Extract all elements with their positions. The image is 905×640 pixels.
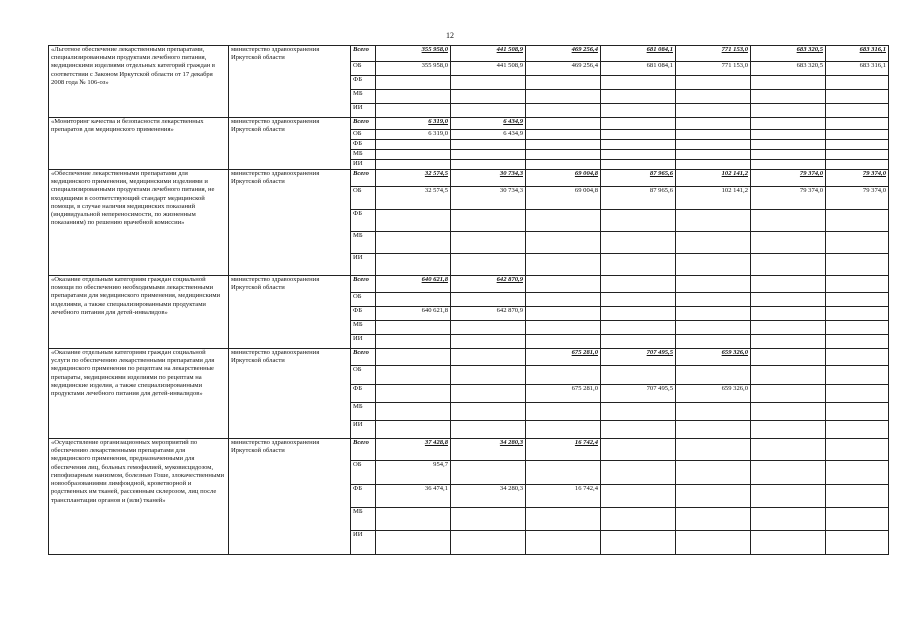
value-cell (376, 150, 451, 160)
budget-table-body (49, 46, 889, 555)
value-cell (451, 531, 526, 555)
value-cell (526, 210, 601, 232)
funding-source: ОБ (351, 130, 376, 140)
value-cell: 640 621,8 (376, 307, 451, 321)
funding-source: МБ (351, 508, 376, 531)
funding-source: ФБ (351, 76, 376, 90)
value-cell: 79 374,0 (826, 187, 889, 210)
value-cell: 642 870,9 (451, 307, 526, 321)
value-cell (751, 461, 826, 485)
value-cell (826, 76, 889, 90)
total-value-cell (826, 276, 889, 293)
value-cell (676, 210, 751, 232)
value-cell (751, 293, 826, 307)
value-cell (376, 160, 451, 170)
value-cell (751, 76, 826, 90)
value-cell (601, 90, 676, 104)
total-value-cell (601, 118, 676, 130)
total-value-cell (826, 439, 889, 461)
value-cell (526, 160, 601, 170)
value-cell (526, 104, 601, 118)
total-value-cell: 355 958,0 (376, 46, 451, 62)
value-cell (526, 461, 601, 485)
value-cell (601, 307, 676, 321)
funding-source: ОБ (351, 293, 376, 307)
value-cell (376, 403, 451, 421)
program-description: «Льготное обеспечение лекарственными препаратами, специализированными продуктами лечебного питания, медицинскими изделиями отдельных категорий граждан в соответствии с Законом Иркутской области от 17 декабря 2008 года № 106-оз» (49, 46, 229, 118)
value-cell (601, 160, 676, 170)
funding-source: ОБ (351, 366, 376, 385)
value-cell: 681 084,1 (601, 62, 676, 76)
funding-source: Всего (351, 118, 376, 130)
funding-source: Всего (351, 46, 376, 62)
value-cell (826, 140, 889, 150)
value-cell (676, 76, 751, 90)
funding-source: ИИ (351, 254, 376, 276)
value-cell (526, 293, 601, 307)
value-cell (676, 307, 751, 321)
total-value-cell: 37 428,8 (376, 439, 451, 461)
program-description: «Оказание отдельным категориям граждан социальной помощи по обеспечению необходимыми лекарственными препаратами для медицинского применения, медицинскими изделиями, а также специализированными продуктами лечебного питания для детей-инвалидов» (49, 276, 229, 349)
table-row (49, 349, 889, 366)
funding-source: ФБ (351, 385, 376, 403)
table-row (49, 46, 889, 62)
total-value-cell (751, 118, 826, 130)
program-organization: министерство здравоохранения Иркутской области (229, 118, 351, 170)
value-cell (826, 160, 889, 170)
total-value-cell: 79 374,0 (751, 170, 826, 187)
value-cell (826, 232, 889, 254)
value-cell (751, 150, 826, 160)
value-cell (526, 130, 601, 140)
value-cell (376, 76, 451, 90)
value-cell (376, 140, 451, 150)
value-cell (526, 254, 601, 276)
value-cell: 6 319,0 (376, 130, 451, 140)
value-cell (676, 421, 751, 439)
program-description: «Оказание отдельным категориям граждан социальной услуги по обеспечению лекарственными препаратами для медицинского применения по рецептам на лекарственные препараты, медицинскими изделиями по рецептам на медицинские изделия, а также специализированными продуктами лечебного питания для детей-инвалидов» (49, 349, 229, 439)
value-cell (676, 485, 751, 508)
value-cell: 69 004,8 (526, 187, 601, 210)
value-cell (751, 485, 826, 508)
value-cell (676, 366, 751, 385)
value-cell (826, 293, 889, 307)
value-cell (751, 307, 826, 321)
value-cell (676, 508, 751, 531)
funding-source: ФБ (351, 140, 376, 150)
value-cell (751, 366, 826, 385)
value-cell (376, 104, 451, 118)
value-cell (826, 531, 889, 555)
table-row (49, 276, 889, 293)
value-cell (601, 366, 676, 385)
value-cell (601, 104, 676, 118)
total-value-cell (751, 276, 826, 293)
value-cell (526, 76, 601, 90)
value-cell: 954,7 (376, 461, 451, 485)
funding-source: ФБ (351, 307, 376, 321)
value-cell (676, 335, 751, 349)
value-cell (826, 321, 889, 335)
value-cell (676, 293, 751, 307)
total-value-cell: 34 280,3 (451, 439, 526, 461)
table-row (49, 118, 889, 130)
value-cell (451, 421, 526, 439)
value-cell (676, 140, 751, 150)
value-cell: 6 434,9 (451, 130, 526, 140)
total-value-cell (826, 118, 889, 130)
funding-source: Всего (351, 276, 376, 293)
page-number: 12 (446, 31, 454, 40)
total-value-cell (451, 349, 526, 366)
value-cell (451, 321, 526, 335)
total-value-cell: 69 004,8 (526, 170, 601, 187)
funding-source: ИИ (351, 531, 376, 555)
value-cell: 87 965,6 (601, 187, 676, 210)
value-cell (826, 335, 889, 349)
total-value-cell: 79 374,0 (826, 170, 889, 187)
total-value-cell (676, 439, 751, 461)
total-value-cell: 642 870,9 (451, 276, 526, 293)
total-value-cell (376, 349, 451, 366)
value-cell (526, 531, 601, 555)
value-cell: 469 256,4 (526, 62, 601, 76)
funding-source: ОБ (351, 461, 376, 485)
total-value-cell: 771 153,0 (676, 46, 751, 62)
value-cell (676, 461, 751, 485)
value-cell (451, 232, 526, 254)
value-cell (451, 385, 526, 403)
value-cell (751, 160, 826, 170)
value-cell (676, 130, 751, 140)
funding-source: МБ (351, 90, 376, 104)
value-cell (601, 130, 676, 140)
total-value-cell: 441 508,9 (451, 46, 526, 62)
total-value-cell: 683 320,5 (751, 46, 826, 62)
total-value-cell: 675 281,0 (526, 349, 601, 366)
value-cell (676, 232, 751, 254)
value-cell (526, 90, 601, 104)
program-description: «Мониторинг качества и безопасности лекарственных препаратов для медицинского применения» (49, 118, 229, 170)
program-organization: министерство здравоохранения Иркутской области (229, 439, 351, 555)
total-value-cell: 683 316,1 (826, 46, 889, 62)
total-value-cell: 87 965,6 (601, 170, 676, 187)
value-cell (676, 160, 751, 170)
funding-source: ИИ (351, 104, 376, 118)
value-cell (601, 76, 676, 90)
value-cell (751, 421, 826, 439)
total-value-cell (601, 439, 676, 461)
value-cell (601, 210, 676, 232)
total-value-cell: 707 495,5 (601, 349, 676, 366)
funding-source: Всего (351, 349, 376, 366)
value-cell (601, 403, 676, 421)
value-cell (376, 421, 451, 439)
value-cell (451, 90, 526, 104)
program-organization: министерство здравоохранения Иркутской области (229, 170, 351, 276)
value-cell (601, 293, 676, 307)
value-cell (526, 421, 601, 439)
value-cell (751, 140, 826, 150)
value-cell (526, 403, 601, 421)
value-cell (601, 485, 676, 508)
funding-source: ФБ (351, 485, 376, 508)
value-cell: 355 958,0 (376, 62, 451, 76)
value-cell (826, 130, 889, 140)
value-cell (451, 335, 526, 349)
value-cell (826, 90, 889, 104)
value-cell (451, 76, 526, 90)
value-cell (601, 508, 676, 531)
value-cell (526, 140, 601, 150)
total-value-cell: 16 742,4 (526, 439, 601, 461)
value-cell (676, 90, 751, 104)
value-cell (751, 335, 826, 349)
value-cell (376, 531, 451, 555)
value-cell (376, 335, 451, 349)
value-cell (826, 307, 889, 321)
value-cell (451, 254, 526, 276)
value-cell (376, 508, 451, 531)
value-cell: 16 742,4 (526, 485, 601, 508)
value-cell (526, 307, 601, 321)
value-cell: 32 574,5 (376, 187, 451, 210)
value-cell (526, 150, 601, 160)
total-value-cell (526, 276, 601, 293)
total-value-cell (751, 349, 826, 366)
total-value-cell (526, 118, 601, 130)
program-description: «Осуществление организационных мероприятий по обеспечению лекарственными препаратами для медицинского применения, предназначенными для обеспечения лиц, больных гемофилией, муковисцидозом, гипофизарным нанизмом, болезнью Гоше, злокачественными новообразованиями лимфоидной, кроветворной и родственных им тканей, рассеянным склерозом, лиц после трансплантации органов и (или) тканей» (49, 439, 229, 555)
value-cell: 34 280,3 (451, 485, 526, 508)
value-cell (601, 531, 676, 555)
value-cell: 707 495,5 (601, 385, 676, 403)
value-cell (601, 461, 676, 485)
program-organization: министерство здравоохранения Иркутской области (229, 349, 351, 439)
value-cell (451, 104, 526, 118)
value-cell (376, 293, 451, 307)
program-description: «Обеспечение лекарственными препаратами для медицинского применения, медицинскими изделиями и специализированными продуктами лечебного питания, не входящими в соответствующий стандарт медицинской помощи, в случае наличия медицинских показаний (индивидуальной непереносимости, по жизненным показаниям) по решению врачебной комиссии» (49, 170, 229, 276)
value-cell (751, 385, 826, 403)
total-value-cell: 6 434,9 (451, 118, 526, 130)
value-cell (826, 150, 889, 160)
value-cell (601, 232, 676, 254)
value-cell (826, 461, 889, 485)
value-cell (451, 150, 526, 160)
value-cell (826, 403, 889, 421)
value-cell (826, 385, 889, 403)
value-cell (376, 90, 451, 104)
value-cell: 675 281,0 (526, 385, 601, 403)
value-cell (526, 335, 601, 349)
funding-source: ИИ (351, 335, 376, 349)
program-organization: министерство здравоохранения Иркутской области (229, 276, 351, 349)
total-value-cell (826, 349, 889, 366)
value-cell (826, 254, 889, 276)
total-value-cell (676, 276, 751, 293)
value-cell (451, 210, 526, 232)
value-cell (751, 210, 826, 232)
value-cell (826, 210, 889, 232)
value-cell (751, 403, 826, 421)
value-cell (376, 321, 451, 335)
value-cell: 79 374,0 (751, 187, 826, 210)
value-cell (826, 366, 889, 385)
value-cell (526, 366, 601, 385)
value-cell (601, 421, 676, 439)
value-cell (451, 461, 526, 485)
value-cell (751, 254, 826, 276)
value-cell: 36 474,1 (376, 485, 451, 508)
total-value-cell: 681 084,1 (601, 46, 676, 62)
total-value-cell: 32 574,5 (376, 170, 451, 187)
value-cell (751, 321, 826, 335)
funding-source: МБ (351, 403, 376, 421)
value-cell (676, 403, 751, 421)
value-cell (376, 254, 451, 276)
value-cell (526, 321, 601, 335)
value-cell (451, 160, 526, 170)
value-cell (376, 232, 451, 254)
value-cell (601, 335, 676, 349)
value-cell (451, 508, 526, 531)
total-value-cell: 469 256,4 (526, 46, 601, 62)
total-value-cell: 30 734,3 (451, 170, 526, 187)
total-value-cell: 102 141,2 (676, 170, 751, 187)
value-cell (451, 293, 526, 307)
funding-source: ИИ (351, 421, 376, 439)
value-cell (601, 140, 676, 150)
total-value-cell (601, 276, 676, 293)
funding-source: ИИ (351, 160, 376, 170)
value-cell: 683 320,5 (751, 62, 826, 76)
value-cell (751, 531, 826, 555)
value-cell (676, 254, 751, 276)
value-cell (751, 104, 826, 118)
value-cell (826, 508, 889, 531)
table-row (49, 439, 889, 461)
funding-source: МБ (351, 321, 376, 335)
value-cell (451, 140, 526, 150)
value-cell (601, 321, 676, 335)
value-cell: 659 326,0 (676, 385, 751, 403)
value-cell (526, 508, 601, 531)
value-cell (676, 150, 751, 160)
program-organization: министерство здравоохранения Иркутской области (229, 46, 351, 118)
value-cell (376, 210, 451, 232)
value-cell (676, 104, 751, 118)
value-cell (826, 485, 889, 508)
funding-source: Всего (351, 439, 376, 461)
table-row (49, 170, 889, 187)
value-cell: 441 508,9 (451, 62, 526, 76)
total-value-cell (751, 439, 826, 461)
total-value-cell: 659 326,0 (676, 349, 751, 366)
value-cell (751, 90, 826, 104)
value-cell (751, 130, 826, 140)
funding-source: ФБ (351, 210, 376, 232)
value-cell (751, 508, 826, 531)
funding-source: ОБ (351, 62, 376, 76)
value-cell: 683 316,1 (826, 62, 889, 76)
value-cell (676, 531, 751, 555)
value-cell (451, 366, 526, 385)
value-cell: 102 141,2 (676, 187, 751, 210)
value-cell (826, 104, 889, 118)
value-cell (526, 232, 601, 254)
funding-source: МБ (351, 232, 376, 254)
funding-source: Всего (351, 170, 376, 187)
budget-table (48, 45, 889, 555)
value-cell (676, 321, 751, 335)
funding-source: ОБ (351, 187, 376, 210)
value-cell: 30 734,3 (451, 187, 526, 210)
value-cell (451, 403, 526, 421)
value-cell (601, 150, 676, 160)
value-cell (376, 366, 451, 385)
value-cell (751, 232, 826, 254)
funding-source: МБ (351, 150, 376, 160)
total-value-cell: 6 319,0 (376, 118, 451, 130)
total-value-cell: 640 621,8 (376, 276, 451, 293)
value-cell (376, 385, 451, 403)
total-value-cell (676, 118, 751, 130)
value-cell (826, 421, 889, 439)
value-cell (601, 254, 676, 276)
value-cell: 771 153,0 (676, 62, 751, 76)
